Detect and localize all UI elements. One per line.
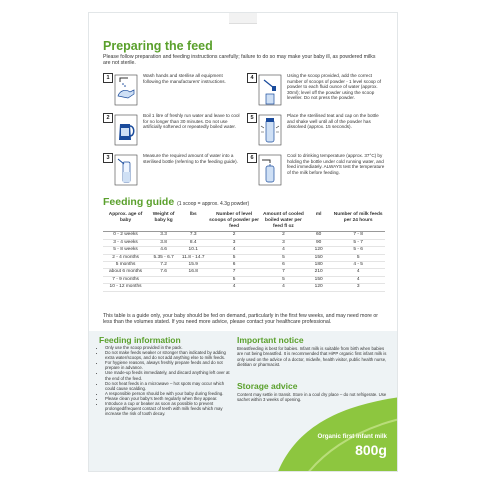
table-cell: 4 <box>331 276 385 283</box>
step-text: Measure the required amount of water into a sterilised bottle (referring to the feeding guide). <box>143 153 238 164</box>
col-feeds: Number of milk feeds per 24 hours <box>331 210 385 232</box>
step-number: 2 <box>103 113 113 123</box>
table-cell: 210 <box>306 269 331 276</box>
table-cell: 4 <box>331 269 385 276</box>
table-cell: 2 <box>207 232 261 239</box>
table-cell <box>179 276 207 283</box>
table-cell: 7.2 <box>148 262 179 269</box>
table-header-row <box>103 210 385 232</box>
table-cell: 3.8 <box>148 239 179 246</box>
table-cell: 5 - 6 <box>331 247 385 254</box>
notice-text: Breastfeeding is best for babies. Infant milk is suitable from birth when babies are not being breastfed. It is recommended that HiPP organic first infant milk is only used on the advice of a doctor, midwife, health visitor, public health nurse, dietitian or pharmacist. <box>237 346 387 367</box>
scoop-icon <box>258 74 282 106</box>
table-cell: 90 <box>306 239 331 246</box>
step-3 <box>103 153 243 191</box>
table-cell: 5 <box>207 254 261 261</box>
package-tab <box>229 13 257 24</box>
table-cell: 150 <box>306 276 331 283</box>
table-cell: 6 <box>207 262 261 269</box>
table-cell <box>148 276 179 283</box>
table-cell: 3.3 <box>148 232 179 239</box>
table-cell: 5 <box>331 254 385 261</box>
col-scoops: Number of level scoops of powder per feed <box>207 210 261 232</box>
info-panel <box>89 331 397 471</box>
product-name: Organic first infant milk <box>317 433 387 440</box>
table-cell: 7 <box>207 269 261 276</box>
table-cell: 5 <box>261 276 306 283</box>
table-cell: 4 <box>207 247 261 254</box>
step-text: Boil 1 litre of freshly run water and leave to cool for no longer than 30 minutes. Do not use artificially softened or repeatedly boiled water. <box>143 113 240 129</box>
product-weight: 800g <box>355 442 387 458</box>
table-cell: 3 - 4 weeks <box>103 239 148 246</box>
table-cell: 11.8 - 14.7 <box>179 254 207 261</box>
table-cell: 6 <box>261 262 306 269</box>
guide-title <box>103 196 249 208</box>
table-cell: 5 months <box>103 262 148 269</box>
col-weight-lbs: lbs <box>179 210 207 232</box>
table-cell: 3 <box>207 239 261 246</box>
list-item: • Please clean your baby's teeth regularly when they appear. <box>105 396 233 401</box>
step-number: 6 <box>247 153 257 163</box>
table-cell: 5 - 7 <box>331 239 385 246</box>
table-cell: 2 <box>261 232 306 239</box>
step-number: 1 <box>103 73 113 83</box>
table-row <box>103 284 385 291</box>
col-water-ml: ml <box>306 210 331 232</box>
table-cell: 4.6 <box>148 247 179 254</box>
table-cell: 4 <box>207 284 261 291</box>
bottle-shake-icon <box>258 114 282 146</box>
storage-text: Content may settle in transit. Store in a cool dry place – do not refrigerate. Use sachet within 3 weeks of opening. <box>237 392 387 403</box>
table-cell: 120 <box>306 284 331 291</box>
table-cell: 180 <box>306 262 331 269</box>
step-number: 5 <box>247 113 257 123</box>
table-cell: 150 <box>306 254 331 261</box>
table-cell: 7 - 9 months <box>103 276 148 283</box>
step-text: Place the sterilised teat and cap on the bottle and shake well until all of the powder has dissolved (approx. 15 seconds). <box>287 113 379 129</box>
wash-hands-icon <box>114 74 138 106</box>
step-text: Wash hands and sterilise all equipment following the manufacturers' instructions. <box>143 73 226 84</box>
list-item: • Do not heat feeds in a microwave – hot spots may occur which could cause scalding. <box>105 381 233 391</box>
list-item: • A responsible person should be with your baby during feeding. <box>105 391 233 396</box>
step-number: 3 <box>103 153 113 163</box>
notice-title: Important notice <box>237 335 304 345</box>
table-row <box>103 247 385 254</box>
table-row <box>103 262 385 269</box>
table-cell: 7 <box>261 269 306 276</box>
table-cell: 3 <box>261 239 306 246</box>
table-row <box>103 254 385 261</box>
table-cell: 5.35 - 6.7 <box>148 254 179 261</box>
table-cell: 0 - 2 weeks <box>103 232 148 239</box>
guide-note: This table is a guide only, your baby should be fed on demand, particularly in the first few weeks, and may need more or less than the volumes stated. If you need more advice, please contact your healthcare professional. <box>103 313 378 326</box>
step-1 <box>103 73 243 111</box>
table-cell: about 6 months <box>103 269 148 276</box>
table-cell: 5 <box>261 254 306 261</box>
list-item: • For hygiene reasons, always freshly prepare feeds and do not prepare in advance. <box>105 360 233 370</box>
table-row <box>103 276 385 283</box>
table-cell: 7.3 <box>179 232 207 239</box>
list-item: • Introduce a cup or beaker as soon as possible to prevent prolonged/frequent contact of teeth with milk feeds which may increase the risk of tooth decay. <box>105 401 233 416</box>
table-cell: 4 - 5 <box>331 262 385 269</box>
table-cell: 2 - 4 months <box>103 254 148 261</box>
table-cell: 4 <box>261 284 306 291</box>
info-list <box>99 345 233 416</box>
cool-bottle-icon <box>258 154 282 186</box>
measure-water-icon <box>114 154 138 186</box>
step-number: 4 <box>247 73 257 83</box>
col-weight-kg: Weight of baby kg <box>148 210 179 232</box>
table-cell <box>148 284 179 291</box>
col-age: Approx. age of baby <box>103 210 148 232</box>
table-row <box>103 232 385 239</box>
col-water-floz: Amount of cooled boiled water per feed fl oz <box>261 210 306 232</box>
list-item: • Use made-up feeds immediately, and discard anything left over at the end of the feed. <box>105 370 233 380</box>
feeding-guide-table <box>103 210 385 292</box>
prep-title: Preparing the feed <box>103 39 213 53</box>
list-item: • Do not make feeds weaker or stronger than indicated by adding extra water/scoops, and do not add anything else to milk feeds. <box>105 350 233 360</box>
table-cell: 8.4 <box>179 239 207 246</box>
table-cell: 3 <box>331 284 385 291</box>
guide-subtitle: (1 scoop = approx. 4.3g powder) <box>177 201 250 207</box>
step-4 <box>247 73 387 111</box>
table-cell: 4 <box>261 247 306 254</box>
info-title: Feeding information <box>99 335 181 345</box>
step-6 <box>247 153 387 191</box>
step-text: Cool to drinking temperature (approx. 37°C) by holding the bottle under cold running water, and feed immediately. ALWAYS test the temperature of the milk before feeding. <box>287 153 385 175</box>
table-cell: 10.1 <box>179 247 207 254</box>
table-cell: 7 - 8 <box>331 232 385 239</box>
table-cell <box>179 284 207 291</box>
storage-title: Storage advice <box>237 381 298 391</box>
table-cell: 5 <box>207 276 261 283</box>
prep-intro: Please follow preparation and feeding instructions carefully; failure to do so may make your baby ill, as powdered milks are not sterile. <box>103 54 376 67</box>
kettle-icon <box>114 114 138 146</box>
table-cell: 10 - 12 months <box>103 284 148 291</box>
table-row <box>103 239 385 246</box>
list-item: • Only use the scoop provided in the pack. <box>105 345 233 350</box>
table-cell: 15.9 <box>179 262 207 269</box>
table-cell: 120 <box>306 247 331 254</box>
table-cell: 5 - 8 weeks <box>103 247 148 254</box>
step-2 <box>103 113 243 151</box>
table-cell: 60 <box>306 232 331 239</box>
table-cell: 7.6 <box>148 269 179 276</box>
feeding-guide-rows <box>103 232 385 291</box>
table-cell: 16.8 <box>179 269 207 276</box>
table-row <box>103 269 385 276</box>
step-text: Using the scoop provided, add the correct number of scoops of powder - 1 level scoop of powder to each fluid ounce of water (approx. 30ml); level off the powder using the scoop leveller. Do not press the powder. <box>287 73 381 100</box>
package-back-panel <box>88 12 398 472</box>
guide-title-text: Feeding guide <box>103 196 175 208</box>
step-5 <box>247 113 387 151</box>
